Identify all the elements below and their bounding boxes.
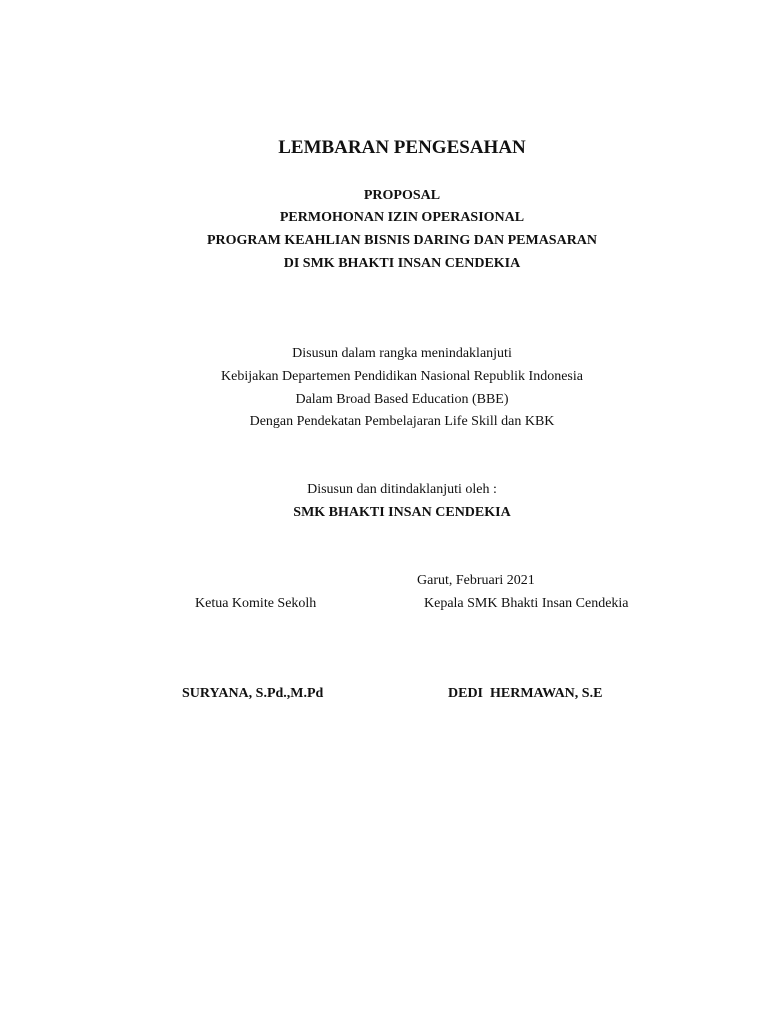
subtitle-line-4: DI SMK BHAKTI INSAN CENDEKIA (283, 256, 521, 271)
right-signatory-name: DEDI HERMAWAN, S.E (448, 686, 603, 701)
purpose-line-2: Kebijakan Departemen Pendidikan Nasional Republik Indonesia (221, 369, 583, 384)
prepared-by-label: Disusun dan ditindaklanjuti oleh : (307, 482, 497, 497)
subtitle-line-1: PROPOSAL (363, 188, 441, 203)
left-signatory-name: SURYANA, S.Pd.,M.Pd (182, 686, 324, 701)
purpose-line-3: Dalam Broad Based Education (BBE) (295, 392, 509, 407)
purpose-line-4: Dengan Pendekatan Pembelajaran Life Skill dan KBK (249, 414, 555, 429)
subtitle-line-3: PROGRAM KEAHLIAN BISNIS DARING DAN PEMASARAN (206, 233, 598, 248)
page-title: LEMBARAN PENGESAHAN (278, 137, 526, 158)
purpose-line-1: Disusun dalam rangka menindaklanjuti (292, 346, 512, 361)
right-signatory-role: Kepala SMK Bhakti Insan Cendekia (424, 596, 629, 611)
prepared-by-org: SMK BHAKTI INSAN CENDEKIA (293, 505, 511, 520)
subtitle-line-2: PERMOHONAN IZIN OPERASIONAL (279, 210, 525, 225)
left-signatory-role: Ketua Komite Sekolh (195, 596, 317, 611)
place-date: Garut, Februari 2021 (417, 573, 535, 588)
